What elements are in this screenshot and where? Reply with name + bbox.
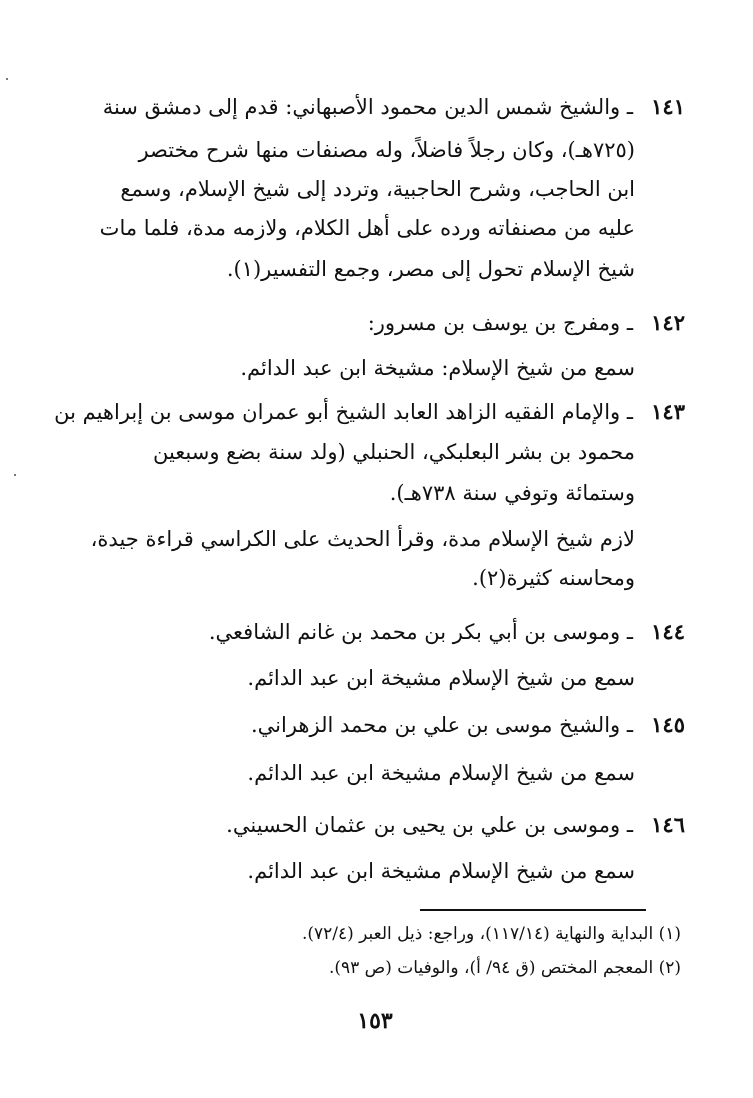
entry-text-line: عليه من مصنفاته ورده على أهل الكلام، ولازمه مدة، فلما مات	[99, 216, 635, 240]
entry-text-line: ـ وموسى بن علي بن يحيى بن عثمان الحسيني.	[226, 813, 633, 837]
entry-number: ١٤٣	[651, 399, 685, 424]
entry-number: ١٤١	[651, 94, 685, 119]
entry-number: ١٤٥	[651, 712, 685, 737]
entry-text-line: ـ والشيخ موسى بن علي بن محمد الزهراني.	[250, 713, 633, 737]
entry-text-line: ومحاسنه كثيرة(٢).	[472, 566, 635, 590]
footnote-divider	[420, 909, 646, 911]
entry-text-line: ـ والإمام الفقيه الزاهد العابد الشيخ أبو عمران موسى بن إبراهيم بن	[54, 400, 633, 424]
entry-text-line: لازم شيخ الإسلام مدة، وقرأ الحديث على الكراسي قراءة جيدة،	[90, 527, 635, 551]
entry-text-line: محمود بن بشر البعلبكي، الحنبلي (ولد سنة بضع وسبعين	[152, 440, 635, 464]
entry-text-line: وستمائة وتوفي سنة ٧٣٨هـ).	[389, 481, 635, 505]
entry-text-line: شيخ الإسلام تحول إلى مصر، وجمع التفسير(١).	[226, 257, 635, 281]
entry-text-line: ـ وموسى بن أبي بكر بن محمد بن غانم الشافعي.	[208, 620, 633, 644]
entry-text-line: سمع من شيخ الإسلام مشيخة ابن عبد الدائم.	[247, 859, 635, 883]
entry-number: ١٤٢	[651, 310, 685, 335]
entry-text-line: ـ والشيخ شمس الدين محمود الأصبهاني: قدم إلى دمشق سنة	[102, 95, 633, 119]
scan-speck	[6, 78, 8, 80]
entry-text-line: سمع من شيخ الإسلام مشيخة ابن عبد الدائم.	[247, 666, 635, 690]
page-number: ١٥٣	[357, 1008, 393, 1034]
entry-text-line: سمع من شيخ الإسلام مشيخة ابن عبد الدائم.	[247, 761, 635, 785]
entry-number: ١٤٤	[651, 619, 685, 644]
entry-number: ١٤٦	[651, 812, 685, 837]
entry-text-line: ابن الحاجب، وشرح الحاجبية، وتردد إلى شيخ الإسلام، وسمع	[120, 177, 635, 201]
footnote: (٢) المعجم المختص (ق ٩٤/ أ)، والوفيات (ص ٩٣).	[328, 958, 681, 978]
footnote: (١) البداية والنهاية (١١٧/١٤)، وراجع: ذيل العبر (٧٢/٤).	[301, 924, 681, 944]
entry-text-line: (٧٢٥هـ)، وكان رجلاً فاضلاً، وله مصنفات منها شرح مختصر	[138, 138, 635, 162]
entry-text-line: سمع من شيخ الإسلام: مشيخة ابن عبد الدائم.	[240, 356, 635, 380]
scan-speck	[14, 474, 16, 476]
entry-text-line: ـ ومفرج بن يوسف بن مسرور:	[367, 311, 633, 335]
